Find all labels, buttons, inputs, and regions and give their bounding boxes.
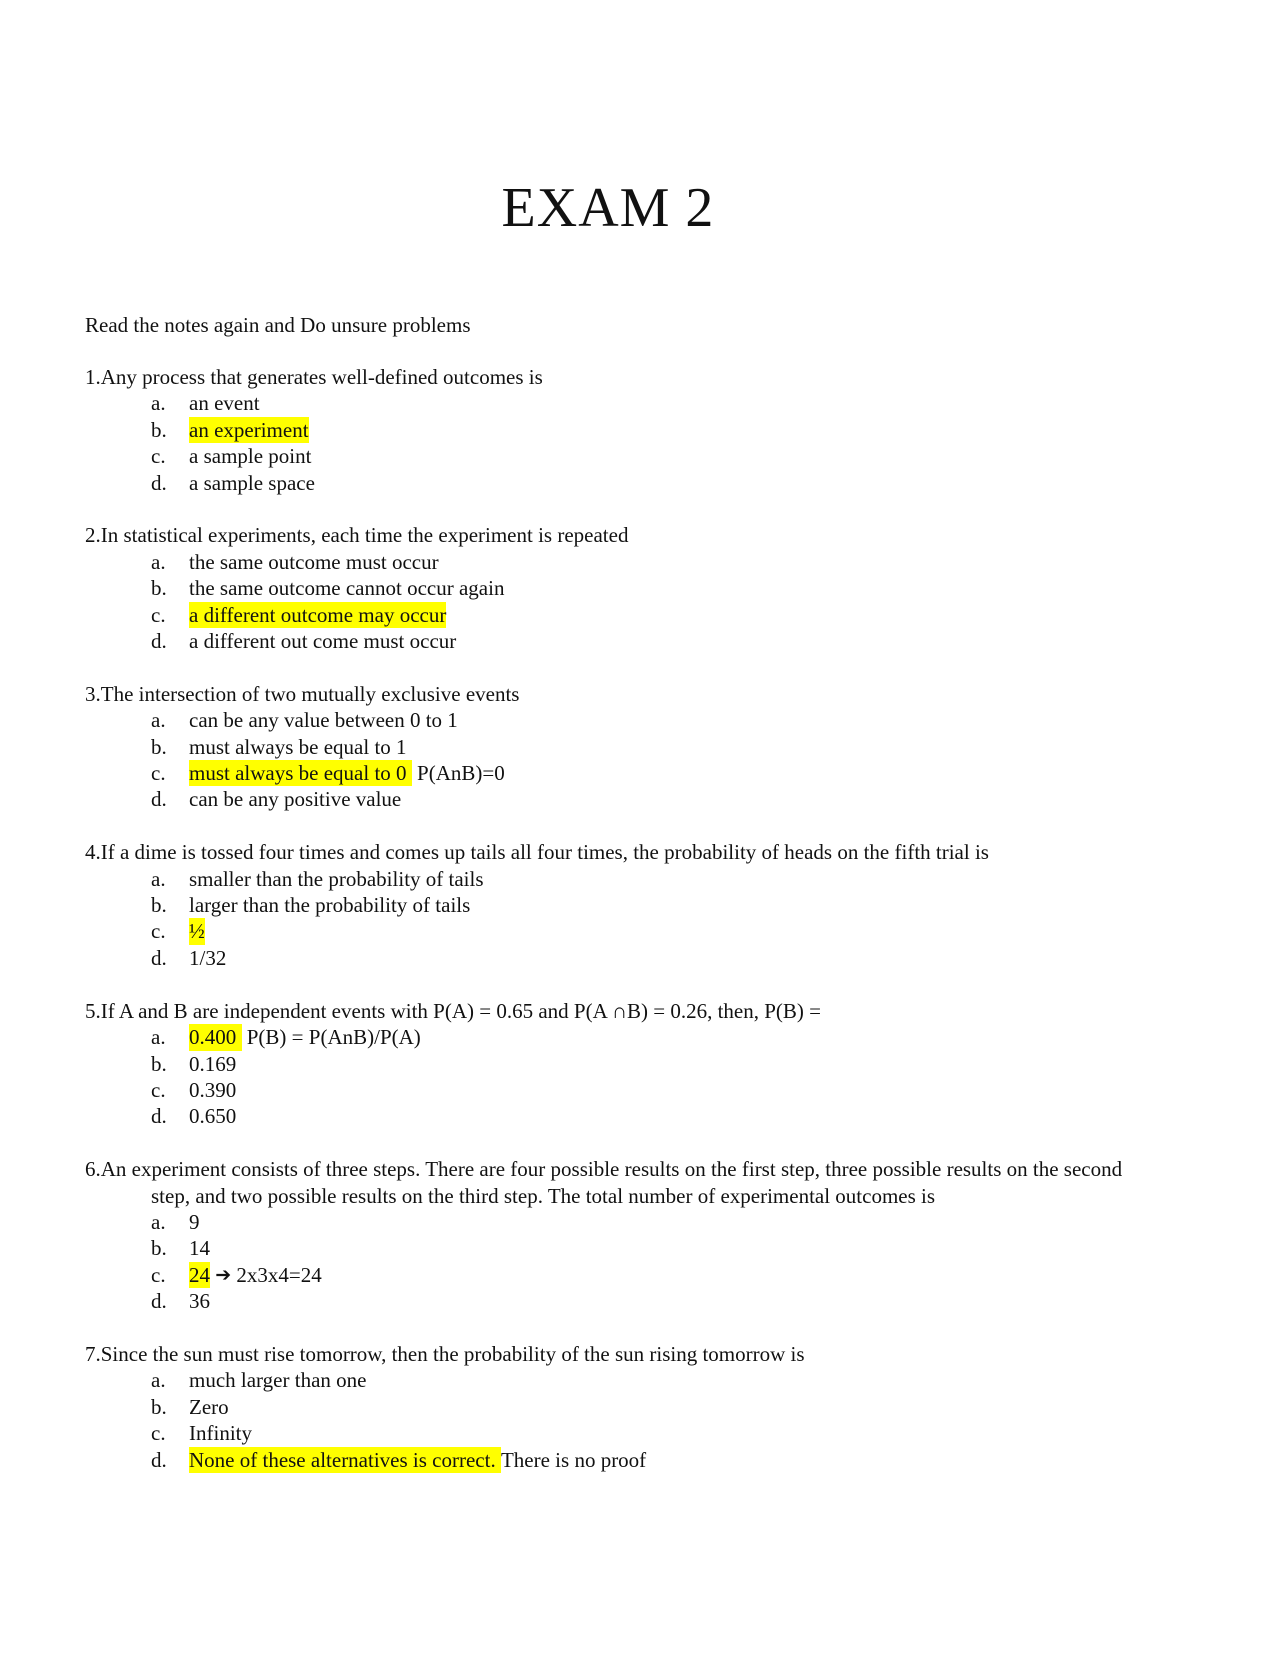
option-letter: d. xyxy=(151,1447,167,1472)
option-2b xyxy=(85,575,1125,601)
option-7d xyxy=(85,1447,1125,1473)
highlighted-answer: must always be equal to 0 xyxy=(189,761,412,786)
highlighted-answer: 24 xyxy=(189,1262,210,1287)
option-letter: a. xyxy=(151,708,166,733)
option-text: larger than the probability of tails xyxy=(189,893,471,918)
highlighted-answer: a different outcome may occur xyxy=(189,602,447,627)
intro-text: Read the notes again and Do unsure problems xyxy=(85,313,471,337)
question-text: 1.Any process that generates well-defined outcomes is xyxy=(85,365,543,389)
option-text: 0.390 xyxy=(189,1077,237,1102)
option-letter: b. xyxy=(151,1394,167,1419)
highlighted-answer: None of these alternatives is correct. xyxy=(189,1447,501,1472)
answer-note: 2x3x4=24 xyxy=(236,1262,322,1287)
option-3c xyxy=(85,760,1125,786)
option-letter: a. xyxy=(151,549,166,574)
option-letter: c. xyxy=(151,1262,166,1287)
option-letter: c. xyxy=(151,1421,166,1446)
right-arrow-icon: ➔ xyxy=(215,1263,232,1286)
option-text: 1/32 xyxy=(189,945,227,970)
option-5a xyxy=(85,1024,1125,1050)
option-3b xyxy=(85,734,1125,760)
option-text: can be any value between 0 to 1 xyxy=(189,708,458,733)
question-3 xyxy=(85,681,1125,813)
question-6 xyxy=(85,1156,1125,1314)
question-list xyxy=(85,364,1125,1499)
option-letter: d. xyxy=(151,629,167,654)
option-1b xyxy=(85,417,1125,443)
option-6d xyxy=(85,1288,1125,1314)
answer-note: P(B) = P(AnB)/P(A) xyxy=(246,1025,421,1050)
option-5b xyxy=(85,1051,1125,1077)
option-2c xyxy=(85,602,1125,628)
question-7 xyxy=(85,1341,1125,1473)
option-text: the same outcome cannot occur again xyxy=(189,576,505,601)
highlighted-answer: an experiment xyxy=(189,417,309,442)
option-text: 9 xyxy=(189,1209,200,1234)
page-title: EXAM 2 xyxy=(501,177,715,239)
option-letter: d. xyxy=(151,470,167,495)
option-letter: a. xyxy=(151,1368,166,1393)
question-text: 4.If a dime is tossed four times and comes up tails all four times, the probability of heads on the fifth trial is xyxy=(85,840,989,865)
option-3d xyxy=(85,786,1125,812)
option-7b xyxy=(85,1394,1125,1420)
option-text: 36 xyxy=(189,1289,210,1314)
question-4 xyxy=(85,839,1125,971)
option-4a xyxy=(85,866,1125,892)
answer-note: P(AnB)=0 xyxy=(417,761,505,786)
option-letter: c. xyxy=(151,1077,166,1102)
option-letter: b. xyxy=(151,893,167,918)
option-7a xyxy=(85,1367,1125,1393)
question-text: 3.The intersection of two mutually exclusive events xyxy=(85,681,520,706)
option-1d xyxy=(85,470,1125,496)
option-letter: c. xyxy=(151,602,166,627)
option-letter: d. xyxy=(151,787,167,812)
option-text: can be any positive value xyxy=(189,787,402,812)
question-text: 6.An experiment consists of three steps. There are four possible results on the first step, three possible results on the second step, and two possible results on the third step. The total number of experimental outcomes is xyxy=(85,1157,1123,1208)
option-3a xyxy=(85,707,1125,733)
option-letter: b. xyxy=(151,1051,167,1076)
option-text: 0.650 xyxy=(189,1104,237,1129)
option-letter: c. xyxy=(151,444,166,469)
question-text: 5.If A and B are independent events with P(A) = 0.65 and P(A ∩B) = 0.26, then, P(B) = xyxy=(85,998,822,1023)
question-text: 7.Since the sun must rise tomorrow, then the probability of the sun rising tomorrow is xyxy=(85,1341,805,1366)
option-letter: c. xyxy=(151,761,166,786)
option-1c xyxy=(85,443,1125,469)
option-6a xyxy=(85,1209,1125,1235)
option-text: a different out come must occur xyxy=(189,629,457,654)
option-letter: b. xyxy=(151,576,167,601)
option-4d xyxy=(85,945,1125,971)
option-text: a sample space xyxy=(189,470,315,495)
option-letter: a. xyxy=(151,1209,166,1234)
option-2a xyxy=(85,549,1125,575)
answer-note: There is no proof xyxy=(500,1447,647,1472)
option-6b xyxy=(85,1235,1125,1261)
option-5d xyxy=(85,1103,1125,1129)
option-text: 0.169 xyxy=(189,1051,237,1076)
option-letter: a. xyxy=(151,866,166,891)
option-letter: d. xyxy=(151,1104,167,1129)
option-text: 14 xyxy=(189,1236,210,1261)
option-2d xyxy=(85,628,1125,654)
option-letter: d. xyxy=(151,1289,167,1314)
option-letter: d. xyxy=(151,945,167,970)
question-1 xyxy=(85,364,1125,496)
question-5 xyxy=(85,998,1125,1130)
option-4b xyxy=(85,892,1125,918)
question-2 xyxy=(85,522,1125,654)
option-letter: a. xyxy=(151,391,166,416)
option-letter: a. xyxy=(151,1025,166,1050)
option-text: Zero xyxy=(189,1394,229,1419)
question-text: 2.In statistical experiments, each time the experiment is repeated xyxy=(85,523,629,548)
option-text: must always be equal to 1 xyxy=(189,734,407,759)
option-letter: b. xyxy=(151,417,167,442)
option-6c xyxy=(85,1262,1125,1288)
option-text: a sample point xyxy=(189,444,312,469)
option-text: an event xyxy=(189,391,260,416)
option-4c xyxy=(85,918,1125,944)
option-7c xyxy=(85,1420,1125,1446)
option-text: much larger than one xyxy=(189,1368,367,1393)
option-letter: b. xyxy=(151,734,167,759)
option-5c xyxy=(85,1077,1125,1103)
highlighted-answer: ½ xyxy=(189,919,205,944)
highlighted-answer: 0.400 xyxy=(189,1025,242,1050)
option-text: smaller than the probability of tails xyxy=(189,866,484,891)
option-text: the same outcome must occur xyxy=(189,549,439,574)
option-text: Infinity xyxy=(189,1421,252,1446)
option-letter: c. xyxy=(151,919,166,944)
option-letter: b. xyxy=(151,1236,167,1261)
option-1a xyxy=(85,390,1125,416)
